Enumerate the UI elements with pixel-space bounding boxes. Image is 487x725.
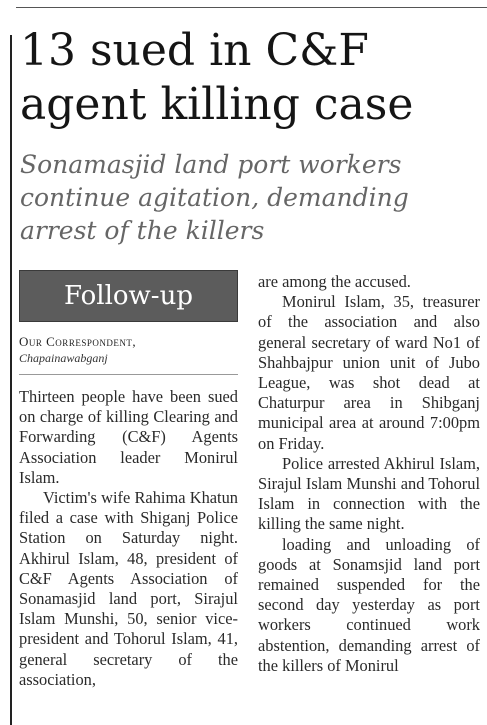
byline-location: Chapainawabganj bbox=[19, 351, 108, 365]
byline-divider bbox=[19, 374, 238, 375]
subheadline: Sonamasjid land port workers continue agitation, demanding arrest of the killers bbox=[20, 150, 409, 245]
article-column-right bbox=[258, 272, 480, 676]
article-paragraph: loading and unloading of goods at Sonamsjid land port remained suspended for the second day yesterday as port workers continued work abstention, demanding arrest of the killers of Monirul bbox=[258, 534, 480, 675]
article-paragraph: are among the accused. bbox=[258, 272, 411, 291]
headline: 13 sued in C&F agent killing case bbox=[20, 25, 414, 130]
follow-up-banner: Follow-up bbox=[19, 270, 238, 322]
article-paragraph: Monirul Islam, 35, treasurer of the association and also general secretary of ward No1 of Shahbajpur union unit of Jubo League, was shot dead at Chaturpur area in Shibganj municipal area at around 7:00pm on Friday. bbox=[258, 292, 480, 453]
article-paragraph: Victim's wife Rahima Khatun filed a case with Shiganj Police Station on Saturday night. Akhirul Islam, 48, president of C&F Agents Association of Sonamasjid land port, Sirajul Islam Munshi, 50, senior vice- president and Tohorul Islam, 41, general secretary of the association, bbox=[19, 488, 238, 689]
article-paragraph: Police arrested Akhirul Islam, Sirajul Islam Munshi and Tohorul Islam in connection with the killing the same night. bbox=[258, 453, 480, 534]
article-column-left bbox=[19, 270, 238, 690]
article-paragraph: Thirteen people have been sued on charge of killing Clearing and Forwarding (C&F) Agents Association leader Monirul Islam. bbox=[19, 387, 238, 487]
byline-author: Our Correspondent, bbox=[19, 334, 137, 349]
top-rule bbox=[16, 7, 487, 8]
left-column-rule bbox=[10, 35, 12, 725]
